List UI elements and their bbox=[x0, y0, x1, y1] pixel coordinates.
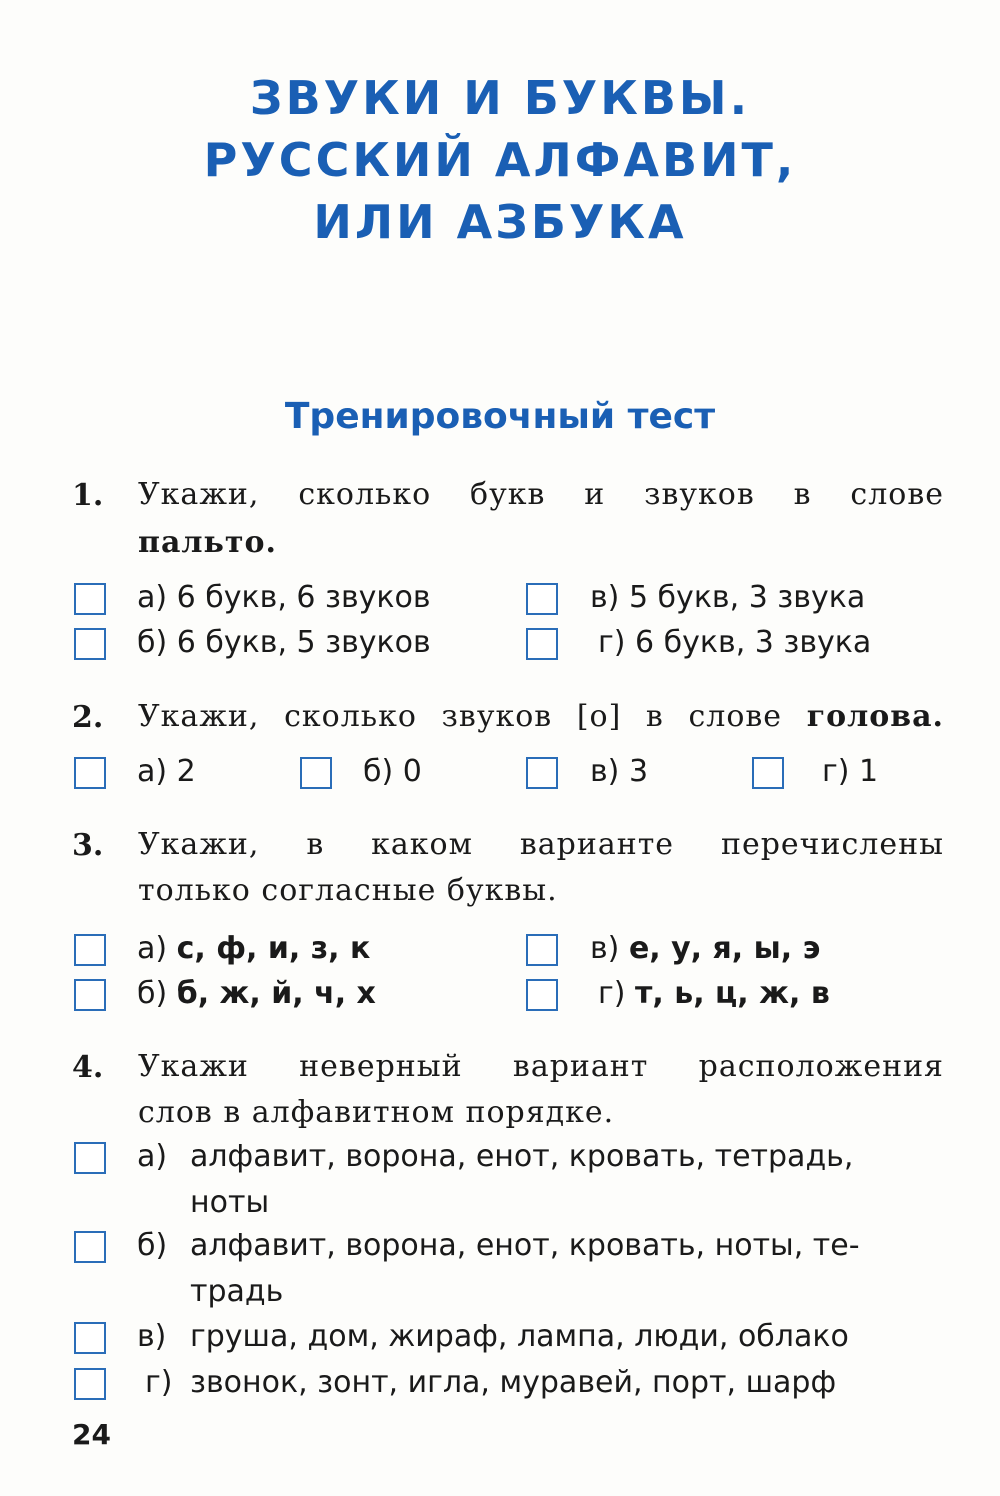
question-2-option-b bbox=[363, 752, 422, 792]
option-text: 6 букв, 3 звука bbox=[635, 625, 872, 660]
question-1-option-b-checkbox[interactable] bbox=[74, 628, 106, 660]
question-4-option-v-label: в) bbox=[137, 1319, 167, 1354]
test-subtitle: Тренировочный тест bbox=[284, 396, 716, 437]
question-2-text-plain: Укажи, сколько звуков [о] в слове bbox=[138, 699, 783, 734]
option-label: б) bbox=[363, 754, 394, 789]
option-text: 3 bbox=[628, 754, 649, 789]
option-label: г) bbox=[598, 625, 626, 660]
option-label: г) bbox=[598, 976, 626, 1011]
question-1-number: 1. bbox=[72, 478, 104, 513]
option-text: т, ь, ц, ж, в bbox=[635, 976, 830, 1011]
question-1-option-g-checkbox[interactable] bbox=[526, 628, 558, 660]
question-4-option-g-label: г) bbox=[145, 1365, 173, 1400]
option-text: е, у, я, ы, э bbox=[628, 931, 821, 966]
question-1-option-a-checkbox[interactable] bbox=[74, 583, 106, 615]
question-4-option-g-text: звонок, зонт, игла, муравей, порт, шарф bbox=[190, 1365, 837, 1400]
question-3-text-line-1: Укажи, в каком варианте перечислены bbox=[138, 827, 944, 862]
question-2-number: 2. bbox=[72, 700, 104, 735]
question-4-option-b-text-line-1: алфавит, ворона, енот, кровать, ноты, те- bbox=[190, 1228, 860, 1263]
question-4-number: 4. bbox=[72, 1050, 104, 1085]
question-4-option-g-checkbox[interactable] bbox=[74, 1368, 106, 1400]
question-2-option-a-checkbox[interactable] bbox=[74, 757, 106, 789]
question-2-option-v bbox=[590, 752, 648, 792]
option-label: г) bbox=[822, 754, 850, 789]
option-label: а) bbox=[137, 754, 168, 789]
question-3-option-b-checkbox[interactable] bbox=[74, 979, 106, 1011]
question-2-option-b-checkbox[interactable] bbox=[300, 757, 332, 789]
option-label: а) bbox=[137, 931, 168, 966]
question-1-option-g bbox=[598, 623, 871, 663]
question-3-number: 3. bbox=[72, 828, 104, 863]
question-1-option-v bbox=[590, 578, 865, 618]
option-text: 0 bbox=[402, 754, 422, 789]
question-1-option-v-checkbox[interactable] bbox=[526, 583, 558, 615]
question-4-option-b-checkbox[interactable] bbox=[74, 1231, 106, 1263]
option-label: в) bbox=[590, 931, 620, 966]
option-label: б) bbox=[137, 976, 168, 1011]
chapter-title-line-2: РУССКИЙ АЛФАВИТ, bbox=[203, 133, 797, 187]
question-3-text-line-2: только согласные буквы. bbox=[138, 873, 558, 908]
question-4-option-b-text-line-2: традь bbox=[190, 1274, 284, 1309]
question-3-option-a-checkbox[interactable] bbox=[74, 934, 106, 966]
option-label: б) bbox=[137, 625, 168, 660]
chapter-title-line-3: ИЛИ АЗБУКА bbox=[313, 195, 687, 249]
question-1-keyword: пальто. bbox=[138, 525, 277, 560]
question-4-option-a-label: а) bbox=[137, 1139, 168, 1174]
question-4-option-a-text-line-1: алфавит, ворона, енот, кровать, тетрадь, bbox=[190, 1139, 854, 1174]
question-2-option-g bbox=[822, 752, 878, 792]
question-3-option-g-checkbox[interactable] bbox=[526, 979, 558, 1011]
option-text: 6 букв, 6 звуков bbox=[176, 580, 431, 615]
question-1-option-a bbox=[137, 578, 431, 618]
question-4-option-v-text: груша, дом, жираф, лампа, люди, облако bbox=[190, 1319, 849, 1354]
option-text: 1 bbox=[859, 754, 879, 789]
option-label: в) bbox=[590, 754, 620, 789]
question-2-option-g-checkbox[interactable] bbox=[752, 757, 784, 789]
option-text: 6 букв, 5 звуков bbox=[176, 625, 431, 660]
question-3-option-v bbox=[590, 929, 820, 969]
page-number: 24 bbox=[72, 1418, 111, 1451]
question-1-text-line-1: Укажи, сколько букв и звуков в слове bbox=[138, 477, 944, 512]
question-4-text-line-2: слов в алфавитном порядке. bbox=[138, 1095, 615, 1130]
option-label: в) bbox=[590, 580, 620, 615]
question-2-keyword: голова. bbox=[806, 699, 944, 734]
option-text: 2 bbox=[176, 754, 196, 789]
question-4-option-a-checkbox[interactable] bbox=[74, 1142, 106, 1174]
option-text: 5 букв, 3 звука bbox=[628, 580, 866, 615]
option-text: б, ж, й, ч, х bbox=[176, 976, 376, 1011]
question-1-text-line-2 bbox=[138, 520, 944, 566]
question-1-option-b bbox=[137, 623, 431, 663]
question-2-option-a bbox=[137, 752, 196, 792]
question-2-text bbox=[138, 694, 944, 740]
chapter-title-line-1: ЗВУКИ И БУКВЫ. bbox=[249, 71, 751, 125]
question-3-option-a bbox=[137, 929, 370, 969]
question-4-option-v-checkbox[interactable] bbox=[74, 1322, 106, 1354]
question-4-option-a-text-line-2: ноты bbox=[190, 1185, 270, 1220]
question-2-option-v-checkbox[interactable] bbox=[526, 757, 558, 789]
question-4-option-b-label: б) bbox=[137, 1228, 168, 1263]
question-4-text-line-1: Укажи неверный вариант расположения bbox=[138, 1049, 944, 1084]
option-text: с, ф, и, з, к bbox=[176, 931, 371, 966]
option-label: а) bbox=[137, 580, 168, 615]
question-3-option-g bbox=[598, 974, 830, 1014]
question-3-option-b bbox=[137, 974, 376, 1014]
question-3-option-v-checkbox[interactable] bbox=[526, 934, 558, 966]
